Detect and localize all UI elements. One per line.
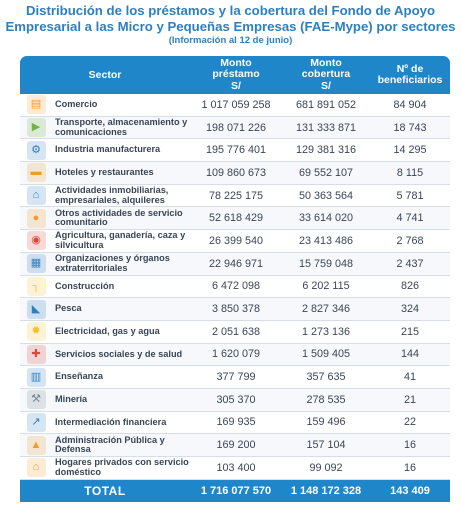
row-cobertura: 99 092 — [309, 461, 343, 474]
row-prestamo: 109 860 673 — [205, 166, 267, 179]
row-prestamo: 195 776 401 — [205, 144, 267, 157]
row-icon-cell — [20, 94, 52, 116]
row-sector: Enseñanza — [55, 371, 103, 382]
row-cobertura: 157 104 — [306, 439, 346, 452]
row-prestamo: 22 946 971 — [208, 257, 264, 270]
table-row — [20, 321, 450, 344]
header-monto-prestamo-l2: préstamo — [212, 68, 260, 81]
table-header — [20, 56, 450, 94]
row-cobertura: 50 363 564 — [298, 189, 354, 202]
header-monto-prestamo-l3: S/ — [231, 79, 241, 92]
row-cobertura: 15 759 048 — [298, 257, 354, 270]
row-icon: ┐ — [27, 277, 46, 296]
row-icon-cell — [20, 207, 52, 229]
total-prestamo: 1 716 077 570 — [200, 484, 272, 497]
row-sector: Otros actividades de servicio comunitario — [55, 207, 183, 228]
row-icon: ⌂ — [27, 458, 46, 477]
row-beneficiarios: 215 — [400, 325, 419, 338]
row-icon: ⚒ — [27, 390, 46, 409]
row-icon: ▦ — [27, 254, 46, 273]
table-row — [20, 139, 450, 162]
header-monto-cobertura-l2: cobertura — [301, 68, 351, 81]
header-monto-cobertura-l3: S/ — [321, 79, 331, 92]
header-beneficiarios-l1: Nº de — [396, 62, 424, 75]
header — [0, 3, 461, 47]
row-cobertura: 23 413 486 — [298, 234, 354, 247]
row-icon-cell — [20, 253, 52, 275]
row-icon-cell — [20, 276, 52, 298]
row-icon: ▤ — [27, 95, 46, 114]
row-sector: Construcción — [55, 280, 115, 291]
row-icon: ◣ — [27, 300, 46, 319]
row-icon-cell — [20, 321, 52, 343]
row-icon: ▲ — [27, 436, 46, 455]
row-beneficiarios: 21 — [403, 393, 416, 406]
row-prestamo: 198 071 226 — [205, 121, 267, 134]
table-row — [20, 276, 450, 299]
row-cobertura: 33 614 020 — [298, 212, 354, 225]
header-monto-prestamo-l1: Monto — [220, 56, 252, 69]
row-cobertura: 357 635 — [306, 371, 346, 384]
row-beneficiarios: 2 768 — [396, 234, 424, 247]
row-cobertura: 6 202 115 — [302, 280, 350, 293]
row-icon: ⌂ — [27, 186, 46, 205]
row-cobertura: 1 273 136 — [301, 325, 351, 338]
row-icon-cell — [20, 457, 52, 479]
row-prestamo: 169 935 — [216, 416, 256, 429]
row-beneficiarios: 144 — [400, 348, 419, 361]
row-cobertura: 129 381 316 — [295, 144, 357, 157]
row-beneficiarios: 8 115 — [396, 166, 424, 179]
table-row — [20, 230, 450, 253]
table-row — [20, 185, 450, 208]
row-icon-cell — [20, 434, 52, 456]
row-prestamo: 6 472 098 — [211, 280, 261, 293]
row-prestamo: 78 225 175 — [208, 189, 264, 202]
row-sector: Comercio — [55, 99, 98, 110]
total-beneficiarios: 143 409 — [390, 484, 430, 497]
row-sector: Transporte, almacenamiento y comunicaciones — [55, 116, 188, 137]
header-sector: Sector — [88, 69, 122, 81]
row-prestamo: 377 799 — [216, 371, 256, 384]
row-icon-cell — [20, 185, 52, 207]
row-icon-cell — [20, 162, 52, 184]
row-beneficiarios: 4 741 — [396, 212, 424, 225]
table-body — [20, 94, 450, 480]
table-row — [20, 94, 450, 117]
row-beneficiarios: 84 904 — [393, 98, 427, 111]
row-prestamo: 52 618 429 — [208, 212, 264, 225]
row-cobertura: 159 496 — [306, 416, 346, 429]
row-cobertura: 2 827 346 — [301, 303, 351, 316]
row-cobertura: 69 552 107 — [298, 166, 354, 179]
table-row — [20, 298, 450, 321]
header-monto-prestamo — [190, 56, 282, 94]
table-row — [20, 389, 450, 412]
row-icon-cell — [20, 298, 52, 320]
header-monto-cobertura — [282, 56, 370, 94]
row-sector: Pesca — [55, 303, 82, 314]
table-row — [20, 457, 450, 480]
row-sector: Agricultura, ganadería, caza y silvicultura — [55, 230, 186, 250]
row-sector: Electricidad, gas y agua — [55, 325, 160, 336]
row-beneficiarios: 5 781 — [396, 189, 424, 202]
row-icon: ▶ — [27, 118, 46, 137]
row-beneficiarios: 14 295 — [393, 144, 427, 157]
row-cobertura: 1 509 405 — [301, 348, 351, 361]
page-subtitle: (Información al 12 de junio) — [168, 35, 293, 46]
row-icon-cell — [20, 230, 52, 252]
row-icon-cell — [20, 117, 52, 139]
row-icon: ✚ — [27, 345, 46, 364]
row-prestamo: 1 017 059 258 — [201, 98, 271, 111]
header-beneficiarios — [370, 56, 450, 94]
row-beneficiarios: 2 437 — [396, 257, 424, 270]
row-sector: Administración Pública y Defensa — [55, 434, 165, 455]
table-row — [20, 412, 450, 435]
row-icon: ◉ — [27, 231, 46, 250]
row-icon-cell — [20, 366, 52, 388]
header-monto-cobertura-l1: Monto — [310, 56, 342, 69]
row-cobertura: 278 535 — [306, 393, 346, 406]
row-icon-cell — [20, 344, 52, 366]
row-icon-cell — [20, 139, 52, 161]
row-beneficiarios: 324 — [400, 303, 419, 316]
total-row — [20, 480, 450, 502]
row-sector: Hogares privados con servicio doméstico — [55, 457, 189, 477]
total-label: TOTAL — [84, 483, 126, 498]
row-sector: Intermediación financiera — [55, 416, 167, 427]
row-icon-cell — [20, 389, 52, 411]
table-row — [20, 253, 450, 276]
row-sector: Industria manufacturera — [55, 144, 161, 155]
row-icon: ● — [27, 209, 46, 228]
row-cobertura: 131 333 871 — [295, 121, 357, 134]
row-prestamo: 2 051 638 — [211, 325, 261, 338]
row-beneficiarios: 41 — [403, 371, 416, 384]
header-beneficiarios-l2: beneficiarios — [377, 74, 443, 86]
row-sector: Minería — [55, 393, 88, 404]
row-sector: Servicios sociales y de salud — [55, 348, 183, 359]
row-beneficiarios: 22 — [403, 416, 416, 429]
sector-table — [20, 56, 450, 502]
row-sector: Actividades inmobiliarias, empresariales, alquileres — [55, 185, 169, 205]
row-icon-cell — [20, 412, 52, 434]
row-icon: ⚙ — [27, 141, 46, 160]
table-row — [20, 162, 450, 185]
row-beneficiarios: 826 — [400, 280, 419, 293]
row-icon: ▥ — [27, 368, 46, 387]
total-cobertura: 1 148 172 328 — [290, 484, 362, 497]
row-cobertura: 681 891 052 — [295, 98, 357, 111]
row-sector: Organizaciones y órganos extraterritoriales — [55, 253, 170, 273]
row-icon: ▬ — [27, 163, 46, 182]
row-beneficiarios: 16 — [403, 439, 416, 452]
row-beneficiarios: 16 — [403, 461, 416, 474]
table-row — [20, 434, 450, 457]
row-prestamo: 1 620 079 — [211, 348, 261, 361]
row-icon: ↗ — [27, 413, 46, 432]
row-prestamo: 305 370 — [216, 393, 256, 406]
table-row — [20, 344, 450, 367]
row-sector: Hoteles y restaurantes — [55, 167, 154, 178]
row-prestamo: 26 399 540 — [208, 234, 264, 247]
row-icon: ✹ — [27, 322, 46, 341]
page-title-line2: Empresarial a las Micro y Pequeñas Empresas (FAE-Mype) por sectores — [5, 18, 456, 34]
table-row — [20, 366, 450, 389]
row-prestamo: 169 200 — [216, 439, 256, 452]
page-title-line1: Distribución de los préstamos y la cobertura del Fondo de Apoyo — [25, 3, 436, 18]
table-row — [20, 117, 450, 140]
row-beneficiarios: 18 743 — [393, 121, 427, 134]
table-row — [20, 207, 450, 230]
row-prestamo: 103 400 — [216, 461, 256, 474]
row-prestamo: 3 850 378 — [211, 303, 261, 316]
